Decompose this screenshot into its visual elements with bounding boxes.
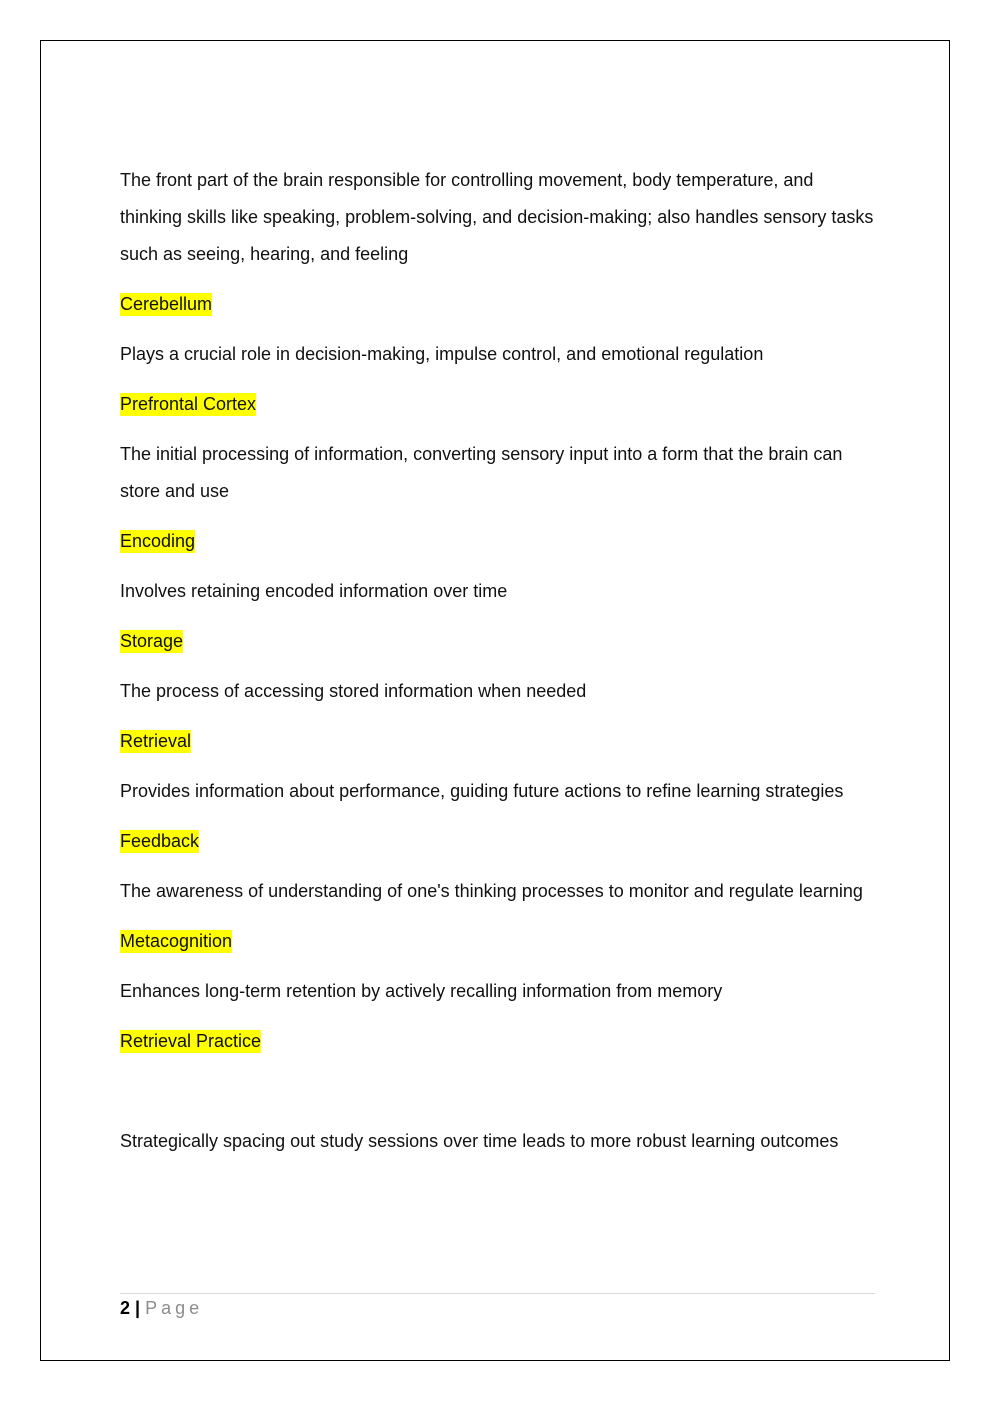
term-paragraph [120,823,875,860]
highlighted-term: Cerebellum [120,294,213,314]
page-footer [120,1296,203,1320]
definition-paragraph: Involves retaining encoded information over time [120,581,508,601]
highlighted-term: Retrieval Practice [120,1031,262,1051]
empty-paragraph [120,1073,875,1110]
page-separator: | [135,1298,141,1318]
footer-divider [120,1293,875,1294]
document-body [120,162,875,1160]
definition-paragraph: The initial processing of information, converting sensory input into a form that the brain can store and use [120,444,843,501]
definition-paragraph: Provides information about performance, guiding future actions to refine learning strategies [120,781,844,801]
highlighted-term: Retrieval [120,731,192,751]
term-paragraph [120,386,875,423]
definition-paragraph: The awareness of understanding of one's thinking processes to monitor and regulate learning [120,881,863,901]
definition-paragraph: Enhances long-term retention by actively recalling information from memory [120,981,723,1001]
highlighted-term: Prefrontal Cortex [120,394,257,414]
definition-paragraph: The process of accessing stored information when needed [120,681,587,701]
term-paragraph [120,723,875,760]
page-label: Page [145,1298,204,1318]
highlighted-term: Metacognition [120,931,233,951]
term-paragraph [120,286,875,323]
highlighted-term: Storage [120,631,184,651]
definition-paragraph: Strategically spacing out study sessions over time leads to more robust learning outcomes [120,1131,839,1151]
term-paragraph [120,1023,875,1060]
term-paragraph [120,623,875,660]
definition-paragraph: Plays a crucial role in decision-making, impulse control, and emotional regulation [120,344,764,364]
term-paragraph [120,923,875,960]
highlighted-term: Encoding [120,531,196,551]
definition-paragraph: The front part of the brain responsible for controlling movement, body temperature, and thinking skills like speaking, problem-solving, and decision-making; also handles sensory tasks such as seeing, hearing, and feeling [120,170,874,264]
term-paragraph [120,523,875,560]
highlighted-term: Feedback [120,831,200,851]
page-number: 2 [120,1298,131,1318]
